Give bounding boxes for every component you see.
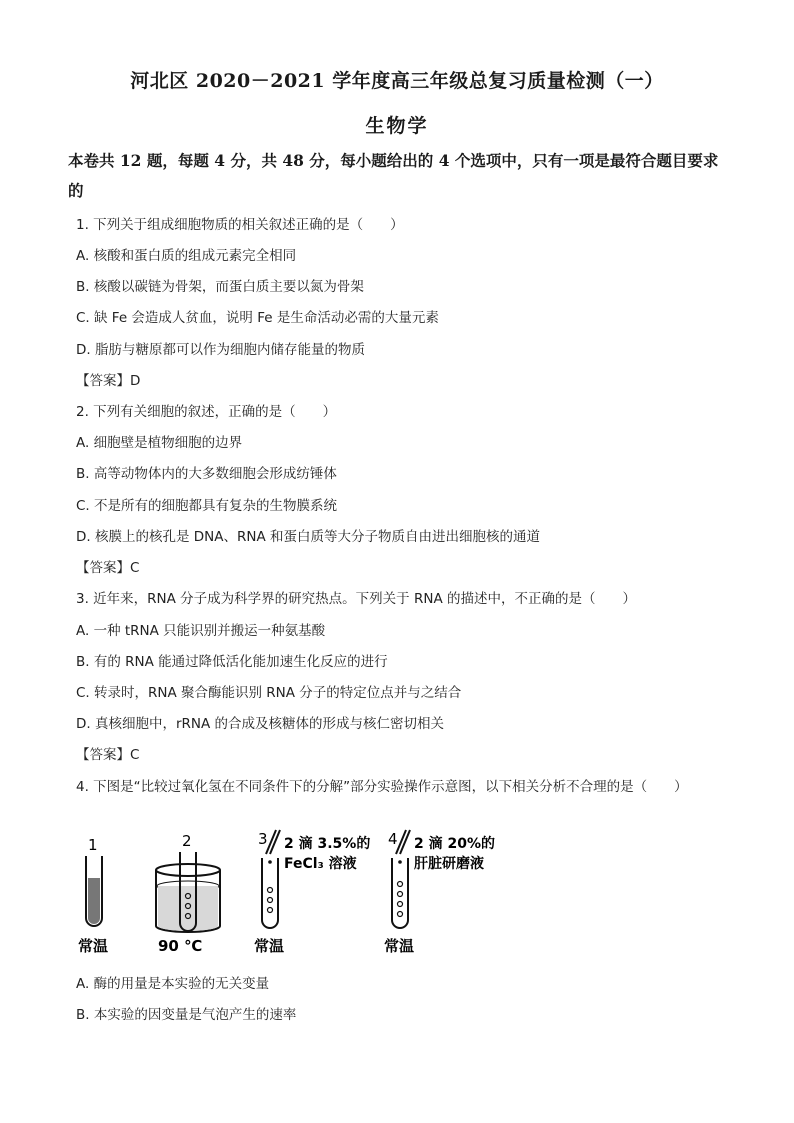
test-tube-1 <box>78 836 108 955</box>
tube-4-number: 4 <box>388 830 398 848</box>
question-3-option-d: D. 真核细胞中，rRNA 的合成及核糖体的形成与核仁密切相关 <box>76 716 445 732</box>
question-4-stem: 4. 下图是“比较过氧化氢在不同条件下的分解”部分实验操作示意图，以下相关分析不合理的是（ ） <box>76 779 688 795</box>
question-2-answer <box>76 556 139 576</box>
tube-2-number: 2 <box>182 832 192 850</box>
question-2-option-b: B. 高等动物体内的大多数细胞会形成纺锤体 <box>76 466 337 482</box>
question-1-option-a: A. 核酸和蛋白质的组成元素完全相同 <box>76 248 297 264</box>
question-1-stem: 1. 下列关于组成细胞物质的相关叙述正确的是（ ） <box>76 217 404 233</box>
question-3-option-b: B. 有的 RNA 能通过降低活化能加速生化反应的进行 <box>76 654 388 670</box>
answer-tag: 【答案】 <box>76 373 130 389</box>
question-3-option-c: C. 转录时，RNA 聚合酶能识别 RNA 分子的特定位点并与之结合 <box>76 685 462 701</box>
question-3-stem: 3. 近年来，RNA 分子成为科学界的研究热点。下列关于 RNA 的描述中，不正确的是（ ） <box>76 591 636 607</box>
tube-3-number: 3 <box>258 830 268 848</box>
tube-1-caption: 常温 <box>78 937 109 955</box>
tube-3-caption: 常温 <box>254 937 285 955</box>
question-2-option-d: D. 核膜上的核孔是 DNA、RNA 和蛋白质等大分子物质自由进出细胞核的通道 <box>76 529 541 545</box>
question-2-option-c: C. 不是所有的细胞都具有复杂的生物膜系统 <box>76 498 338 514</box>
test-tube-3 <box>254 830 370 955</box>
question-3-option-a: A. 一种 tRNA 只能识别并搬运一种氨基酸 <box>76 623 326 639</box>
answer-value: D <box>130 373 141 389</box>
question-1-option-b: B. 核酸以碳链为骨架，而蛋白质主要以氮为骨架 <box>76 279 364 295</box>
question-2-option-a: A. 细胞壁是植物细胞的边界 <box>76 435 243 451</box>
tube-4-label-line1: 2 滴 20%的 <box>414 836 495 852</box>
experiment-figure <box>70 828 530 963</box>
tube-4-caption: 常温 <box>384 937 415 955</box>
tube-2-caption: 90 ℃ <box>158 937 203 955</box>
section-instructions: 本卷共 12 题，每题 4 分，共 48 分，每小题给出的 4 个选项中，只有一项是最符合题目要求的 <box>68 151 719 200</box>
answer-tag: 【答案】 <box>76 747 130 763</box>
tube-3-label-line2: FeCl₃ 溶液 <box>284 856 357 872</box>
test-tube-4 <box>384 830 495 955</box>
question-2-stem: 2. 下列有关细胞的叙述，正确的是（ ） <box>76 404 337 420</box>
answer-tag: 【答案】 <box>76 560 130 576</box>
question-1-option-d: D. 脂肪与糖原都可以作为细胞内储存能量的物质 <box>76 342 365 358</box>
tube-3-label-line1: 2 滴 3.5%的 <box>284 836 371 852</box>
question-3-answer <box>76 743 139 763</box>
question-1-option-c: C. 缺 Fe 会造成人贫血，说明 Fe 是生命活动必需的大量元素 <box>76 310 439 326</box>
answer-value: C <box>130 560 140 576</box>
answer-value: C <box>130 747 140 763</box>
subject-title: 生物学 <box>365 115 429 137</box>
question-1-answer <box>76 369 140 389</box>
tube-1-number: 1 <box>88 836 98 854</box>
question-4-option-b: B. 本实验的因变量是气泡产生的速率 <box>76 1007 297 1023</box>
page-title: 河北区 2020－2021 学年度高三年级总复习质量检测（一） <box>130 70 664 92</box>
tube-4-label-line2: 肝脏研磨液 <box>414 856 484 872</box>
question-4-option-a: A. 酶的用量是本实验的无关变量 <box>76 976 270 992</box>
test-tube-2-water-bath <box>156 832 220 955</box>
